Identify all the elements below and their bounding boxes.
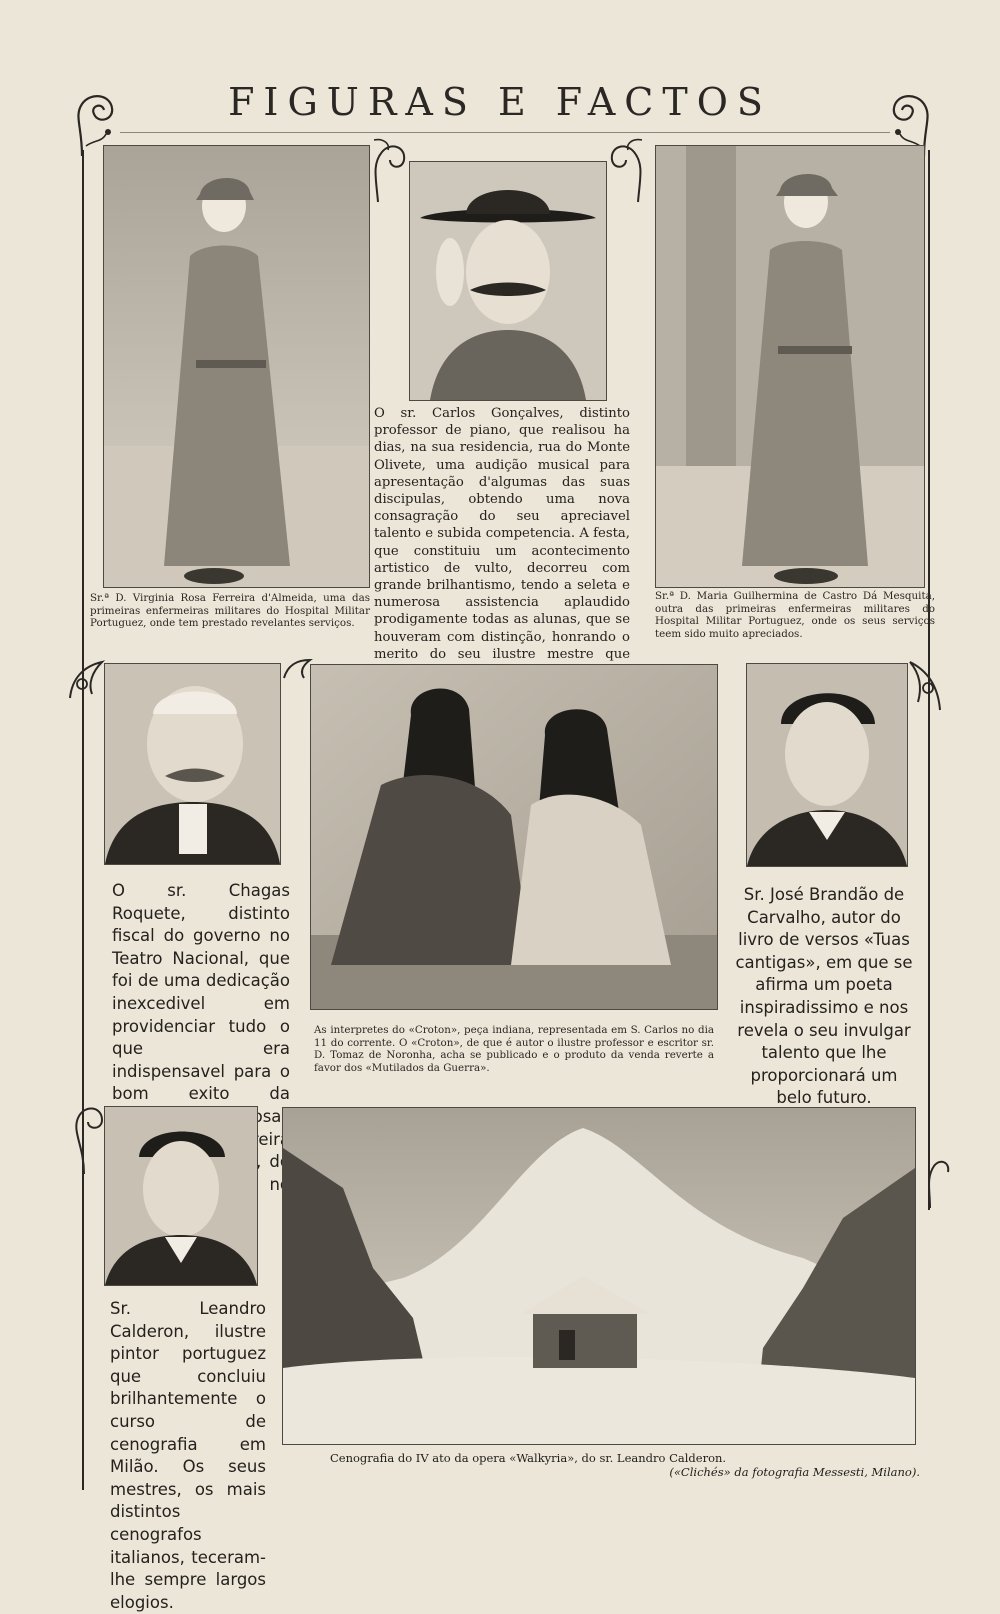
caption-virginia: Sr.ª D. Virginia Rosa Ferreira d'Almeida, uma das primeiras enfermeiras militares do Hospital Militar Portuguez, onde tem prestado revelantes serviços. (90, 592, 370, 630)
caption-carlos: O sr. Carlos Gonçalves, distinto professor de piano, que realisou ha dias, na sua residencia, rua do Monte Olivete, uma audição musical para apresentação d'algumas das suas discipulas, obtendo uma nova consagração do seu apreciavel talento e subida competencia. A festa, que constituiu um acontecimento artistico de vulto, decorreu com grande brilhantismo, tendo a seleta e numerosa assistencia aplaudido prodigamente todas as alunas, que se houveram com distinção, honrando o merito do seu ilustre mestre que (374, 406, 630, 662)
caption-chagas: O sr. Chagas Roquete, distinto fiscal do governo no Teatro Nacional, que foi de uma dedicação inexcedivel em providenciar tudo o que era indispensavel para o bom exito da rosas Moreira do no (112, 881, 290, 1194)
caption-scenery: Cenografia do IV ato da opera «Walkyria», do sr. Leandro Calderon. (330, 1451, 727, 1465)
caption-jose: Sr. José Brandão de Carvalho, autor do livro de versos «Tuas cantigas», em que se afirma um poeta inspiradissimo e nos revela o seu invulgar talento que lhe proporcionará um belo futuro. (735, 885, 913, 1108)
scroll-ornament-center-right-icon (600, 134, 648, 204)
photo-virginia-nurse (103, 145, 370, 588)
photo-walkyria-scenery (282, 1107, 916, 1445)
photo-leandro-calderon (104, 1106, 258, 1286)
page-title: FIGURAS E FACTOS (228, 80, 772, 124)
scroll-ornament-bottom-right-icon (916, 1150, 956, 1210)
photo-maria-nurse (655, 145, 925, 588)
caption-photo-credit: («Clichés» da fotografia Messesti, Milano). (669, 1465, 920, 1479)
photo-chagas-roquete (104, 663, 281, 865)
caption-leandro: Sr. Leandro Calderon, ilustre pintor portuguez que concluiu brilhantemente o curso de cenografia em Milão. Os seus mestres, os mais distintos cenografos italianos, teceram-lhe sempre largos elogios. (110, 1299, 266, 1612)
photo-croton-actresses (310, 664, 718, 1010)
frame-left-line (82, 150, 84, 1490)
frame-top-line (120, 132, 890, 133)
leaf-ornament-mid-left-icon (62, 654, 110, 702)
leaf-ornament-mid-center-icon (280, 654, 314, 682)
photo-carlos-goncalves (409, 161, 607, 401)
caption-maria: Sr.ª D. Maria Guilhermina de Castro Dá Mesquita, outra das primeiras enfermeiras militares do Hospital Militar Portuguez, onde os seus serviços teem sido muito apreciados. (655, 590, 935, 640)
photo-jose-brandao (746, 663, 908, 867)
caption-croton: As interpretes do «Croton», peça indiana, representada em S. Carlos no dia 11 do corrente. O «Croton», de que é autor o ilustre professor e escritor sr. D. Tomaz de Noronha, acha se publicado e o produto da venda reverte a favor dos «Mutilados da Guerra». (314, 1024, 714, 1074)
